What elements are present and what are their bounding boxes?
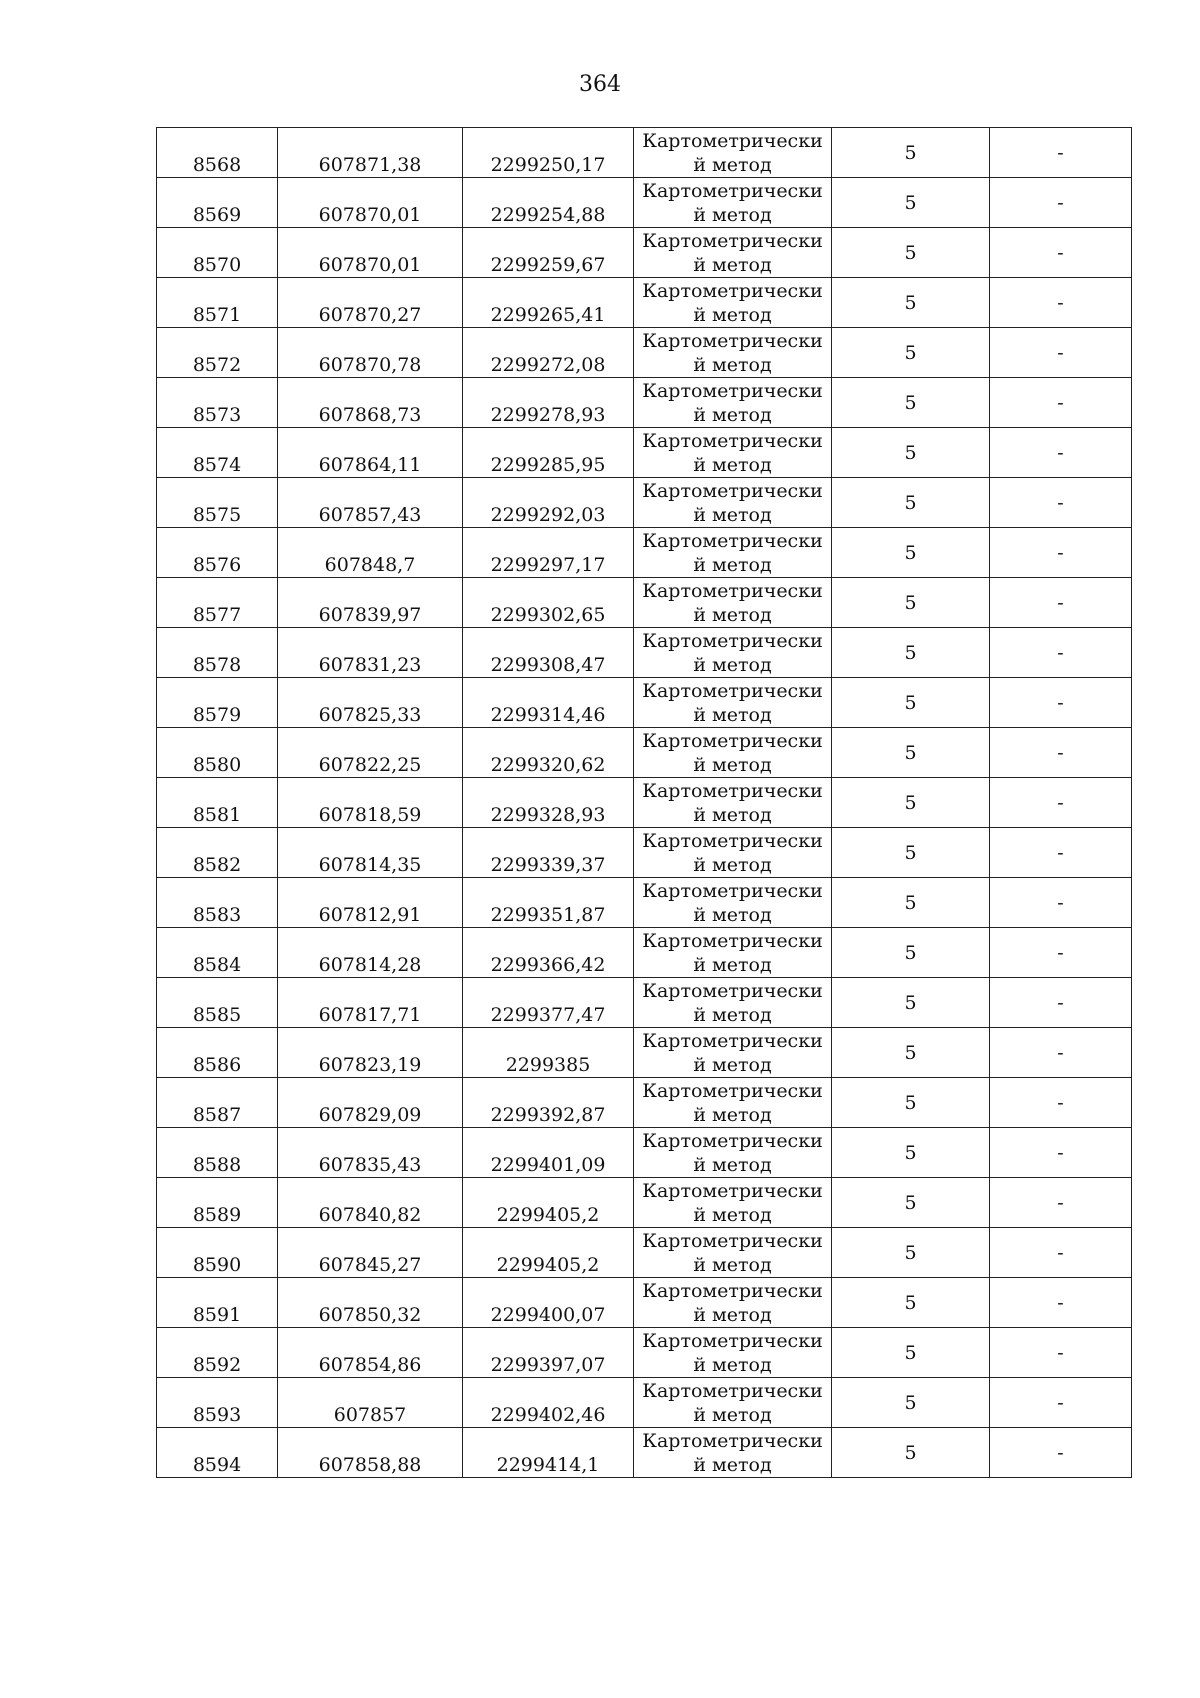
y-coordinate-cell: 2299351,87 [463,878,634,928]
method-cell [634,1228,832,1278]
method-line-2: й метод [693,703,772,726]
accuracy-cell: 5 [832,328,990,378]
y-coordinate-cell: 2299392,87 [463,1078,634,1128]
accuracy-cell: 5 [832,1278,990,1328]
method-line-1: Картометрически [642,379,823,402]
x-coordinate-cell: 607870,01 [278,178,463,228]
point-number-cell: 8575 [157,478,278,528]
table-row [157,278,1132,328]
table-row [157,1378,1132,1428]
method-cell [634,528,832,578]
accuracy-cell: 5 [832,1078,990,1128]
note-cell: - [990,778,1132,828]
point-number-cell: 8572 [157,328,278,378]
x-coordinate-cell: 607829,09 [278,1078,463,1128]
method-cell [634,578,832,628]
coordinates-table [156,127,1132,1478]
note-cell: - [990,928,1132,978]
method-cell [634,1078,832,1128]
note-cell: - [990,1128,1132,1178]
method-cell [634,1178,832,1228]
method-line-1: Картометрически [642,229,823,252]
method-cell [634,828,832,878]
point-number-cell: 8573 [157,378,278,428]
y-coordinate-cell: 2299285,95 [463,428,634,478]
x-coordinate-cell: 607850,32 [278,1278,463,1328]
y-coordinate-cell: 2299259,67 [463,228,634,278]
x-coordinate-cell: 607854,86 [278,1328,463,1378]
method-line-1: Картометрически [642,1329,823,1352]
note-cell: - [990,428,1132,478]
note-cell: - [990,1178,1132,1228]
accuracy-cell: 5 [832,528,990,578]
accuracy-cell: 5 [832,828,990,878]
table-row [157,1328,1132,1378]
method-cell [634,378,832,428]
x-coordinate-cell: 607814,35 [278,828,463,878]
table-row [157,478,1132,528]
point-number-cell: 8584 [157,928,278,978]
y-coordinate-cell: 2299308,47 [463,628,634,678]
method-cell [634,478,832,528]
table-row [157,528,1132,578]
accuracy-cell: 5 [832,728,990,778]
accuracy-cell: 5 [832,428,990,478]
x-coordinate-cell: 607840,82 [278,1178,463,1228]
method-line-2: й метод [693,1353,772,1376]
x-coordinate-cell: 607864,11 [278,428,463,478]
x-coordinate-cell: 607870,78 [278,328,463,378]
y-coordinate-cell: 2299328,93 [463,778,634,828]
point-number-cell: 8591 [157,1278,278,1328]
point-number-cell: 8581 [157,778,278,828]
note-cell: - [990,228,1132,278]
x-coordinate-cell: 607868,73 [278,378,463,428]
method-line-2: й метод [693,403,772,426]
note-cell: - [990,628,1132,678]
accuracy-cell: 5 [832,178,990,228]
note-cell: - [990,728,1132,778]
method-line-2: й метод [693,1453,772,1476]
x-coordinate-cell: 607825,33 [278,678,463,728]
accuracy-cell: 5 [832,778,990,828]
method-line-2: й метод [693,203,772,226]
x-coordinate-cell: 607845,27 [278,1228,463,1278]
method-line-2: й метод [693,1203,772,1226]
table-row [157,878,1132,928]
table-row [157,178,1132,228]
table-row [157,778,1132,828]
method-line-2: й метод [693,753,772,776]
y-coordinate-cell: 2299297,17 [463,528,634,578]
point-number-cell: 8578 [157,628,278,678]
accuracy-cell: 5 [832,1428,990,1478]
y-coordinate-cell: 2299292,03 [463,478,634,528]
point-number-cell: 8590 [157,1228,278,1278]
method-line-1: Картометрически [642,329,823,352]
x-coordinate-cell: 607839,97 [278,578,463,628]
table-row [157,678,1132,728]
x-coordinate-cell: 607835,43 [278,1128,463,1178]
table-row [157,428,1132,478]
page-number: 364 [579,72,621,97]
table-row [157,1078,1132,1128]
x-coordinate-cell: 607822,25 [278,728,463,778]
method-line-2: й метод [693,253,772,276]
accuracy-cell: 5 [832,228,990,278]
method-cell [634,628,832,678]
table-row [157,1178,1132,1228]
note-cell: - [990,1078,1132,1128]
method-line-1: Картометрически [642,1379,823,1402]
accuracy-cell: 5 [832,128,990,178]
accuracy-cell: 5 [832,928,990,978]
method-cell [634,878,832,928]
point-number-cell: 8571 [157,278,278,328]
method-line-2: й метод [693,653,772,676]
x-coordinate-cell: 607848,7 [278,528,463,578]
y-coordinate-cell: 2299414,1 [463,1428,634,1478]
note-cell: - [990,1278,1132,1328]
y-coordinate-cell: 2299320,62 [463,728,634,778]
accuracy-cell: 5 [832,1028,990,1078]
table-row [157,1278,1132,1328]
accuracy-cell: 5 [832,1128,990,1178]
note-cell: - [990,278,1132,328]
note-cell: - [990,1228,1132,1278]
y-coordinate-cell: 2299397,07 [463,1328,634,1378]
accuracy-cell: 5 [832,878,990,928]
point-number-cell: 8576 [157,528,278,578]
y-coordinate-cell: 2299250,17 [463,128,634,178]
method-line-1: Картометрически [642,1029,823,1052]
accuracy-cell: 5 [832,378,990,428]
accuracy-cell: 5 [832,628,990,678]
table-row [157,228,1132,278]
method-line-1: Картометрически [642,729,823,752]
point-number-cell: 8570 [157,228,278,278]
x-coordinate-cell: 607817,71 [278,978,463,1028]
method-line-2: й метод [693,1053,772,1076]
method-cell [634,678,832,728]
table-row [157,1028,1132,1078]
y-coordinate-cell: 2299377,47 [463,978,634,1028]
note-cell: - [990,828,1132,878]
point-number-cell: 8583 [157,878,278,928]
x-coordinate-cell: 607870,01 [278,228,463,278]
note-cell: - [990,1328,1132,1378]
method-line-2: й метод [693,153,772,176]
method-cell [634,278,832,328]
accuracy-cell: 5 [832,678,990,728]
table-row [157,728,1132,778]
accuracy-cell: 5 [832,1178,990,1228]
note-cell: - [990,328,1132,378]
table-row [157,128,1132,178]
method-line-1: Картометрически [642,529,823,552]
point-number-cell: 8586 [157,1028,278,1078]
method-line-2: й метод [693,553,772,576]
point-number-cell: 8593 [157,1378,278,1428]
table-row [157,1428,1132,1478]
table-row [157,978,1132,1028]
y-coordinate-cell: 2299401,09 [463,1128,634,1178]
method-line-2: й метод [693,603,772,626]
method-line-2: й метод [693,953,772,976]
point-number-cell: 8594 [157,1428,278,1478]
coordinates-table-body [157,128,1132,1478]
method-cell [634,928,832,978]
x-coordinate-cell: 607857,43 [278,478,463,528]
accuracy-cell: 5 [832,278,990,328]
method-cell [634,978,832,1028]
point-number-cell: 8588 [157,1128,278,1178]
method-line-2: й метод [693,903,772,926]
point-number-cell: 8580 [157,728,278,778]
x-coordinate-cell: 607857 [278,1378,463,1428]
method-cell [634,428,832,478]
method-line-1: Картометрически [642,1129,823,1152]
x-coordinate-cell: 607871,38 [278,128,463,178]
method-cell [634,1128,832,1178]
method-cell [634,1328,832,1378]
method-line-1: Картометрически [642,129,823,152]
method-line-1: Картометрически [642,279,823,302]
method-cell [634,128,832,178]
method-line-1: Картометрически [642,879,823,902]
x-coordinate-cell: 607831,23 [278,628,463,678]
method-line-1: Картометрически [642,1229,823,1252]
method-line-2: й метод [693,853,772,876]
method-line-1: Картометрически [642,179,823,202]
method-line-2: й метод [693,453,772,476]
x-coordinate-cell: 607818,59 [278,778,463,828]
y-coordinate-cell: 2299302,65 [463,578,634,628]
method-line-1: Картометрически [642,929,823,952]
table-row [157,928,1132,978]
accuracy-cell: 5 [832,578,990,628]
method-cell [634,178,832,228]
method-cell [634,228,832,278]
method-line-2: й метод [693,1403,772,1426]
y-coordinate-cell: 2299366,42 [463,928,634,978]
y-coordinate-cell: 2299265,41 [463,278,634,328]
method-cell [634,328,832,378]
table-row [157,1228,1132,1278]
method-line-1: Картометрически [642,679,823,702]
y-coordinate-cell: 2299405,2 [463,1228,634,1278]
point-number-cell: 8587 [157,1078,278,1128]
point-number-cell: 8577 [157,578,278,628]
note-cell: - [990,128,1132,178]
y-coordinate-cell: 2299272,08 [463,328,634,378]
method-line-1: Картометрически [642,1179,823,1202]
method-line-1: Картометрически [642,579,823,602]
method-line-1: Картометрически [642,829,823,852]
y-coordinate-cell: 2299254,88 [463,178,634,228]
accuracy-cell: 5 [832,1378,990,1428]
y-coordinate-cell: 2299278,93 [463,378,634,428]
note-cell: - [990,978,1132,1028]
x-coordinate-cell: 607823,19 [278,1028,463,1078]
table-row [157,628,1132,678]
note-cell: - [990,528,1132,578]
note-cell: - [990,478,1132,528]
note-cell: - [990,378,1132,428]
y-coordinate-cell: 2299339,37 [463,828,634,878]
method-cell [634,1378,832,1428]
note-cell: - [990,178,1132,228]
method-cell [634,1278,832,1328]
y-coordinate-cell: 2299385 [463,1028,634,1078]
point-number-cell: 8574 [157,428,278,478]
x-coordinate-cell: 607858,88 [278,1428,463,1478]
y-coordinate-cell: 2299405,2 [463,1178,634,1228]
y-coordinate-cell: 2299314,46 [463,678,634,728]
point-number-cell: 8589 [157,1178,278,1228]
method-line-1: Картометрически [642,1279,823,1302]
method-line-2: й метод [693,1253,772,1276]
x-coordinate-cell: 607870,27 [278,278,463,328]
method-line-2: й метод [693,303,772,326]
x-coordinate-cell: 607812,91 [278,878,463,928]
point-number-cell: 8592 [157,1328,278,1378]
table-row [157,828,1132,878]
note-cell: - [990,1428,1132,1478]
method-line-1: Картометрически [642,779,823,802]
point-number-cell: 8582 [157,828,278,878]
point-number-cell: 8569 [157,178,278,228]
note-cell: - [990,878,1132,928]
accuracy-cell: 5 [832,1328,990,1378]
note-cell: - [990,1028,1132,1078]
note-cell: - [990,578,1132,628]
accuracy-cell: 5 [832,978,990,1028]
method-line-1: Картометрически [642,1079,823,1102]
method-line-1: Картометрически [642,629,823,652]
table-row [157,328,1132,378]
table-row [157,578,1132,628]
method-line-1: Картометрически [642,979,823,1002]
accuracy-cell: 5 [832,478,990,528]
point-number-cell: 8585 [157,978,278,1028]
method-line-2: й метод [693,803,772,826]
method-cell [634,778,832,828]
y-coordinate-cell: 2299402,46 [463,1378,634,1428]
method-line-2: й метод [693,1153,772,1176]
method-cell [634,1428,832,1478]
method-line-1: Картометрически [642,479,823,502]
method-line-2: й метод [693,1003,772,1026]
method-cell [634,728,832,778]
point-number-cell: 8579 [157,678,278,728]
point-number-cell: 8568 [157,128,278,178]
method-line-1: Картометрически [642,1429,823,1452]
accuracy-cell: 5 [832,1228,990,1278]
note-cell: - [990,1378,1132,1428]
method-line-2: й метод [693,1103,772,1126]
y-coordinate-cell: 2299400,07 [463,1278,634,1328]
method-line-2: й метод [693,1303,772,1326]
method-line-2: й метод [693,353,772,376]
method-cell [634,1028,832,1078]
table-row [157,378,1132,428]
table-row [157,1128,1132,1178]
x-coordinate-cell: 607814,28 [278,928,463,978]
method-line-1: Картометрически [642,429,823,452]
note-cell: - [990,678,1132,728]
method-line-2: й метод [693,503,772,526]
